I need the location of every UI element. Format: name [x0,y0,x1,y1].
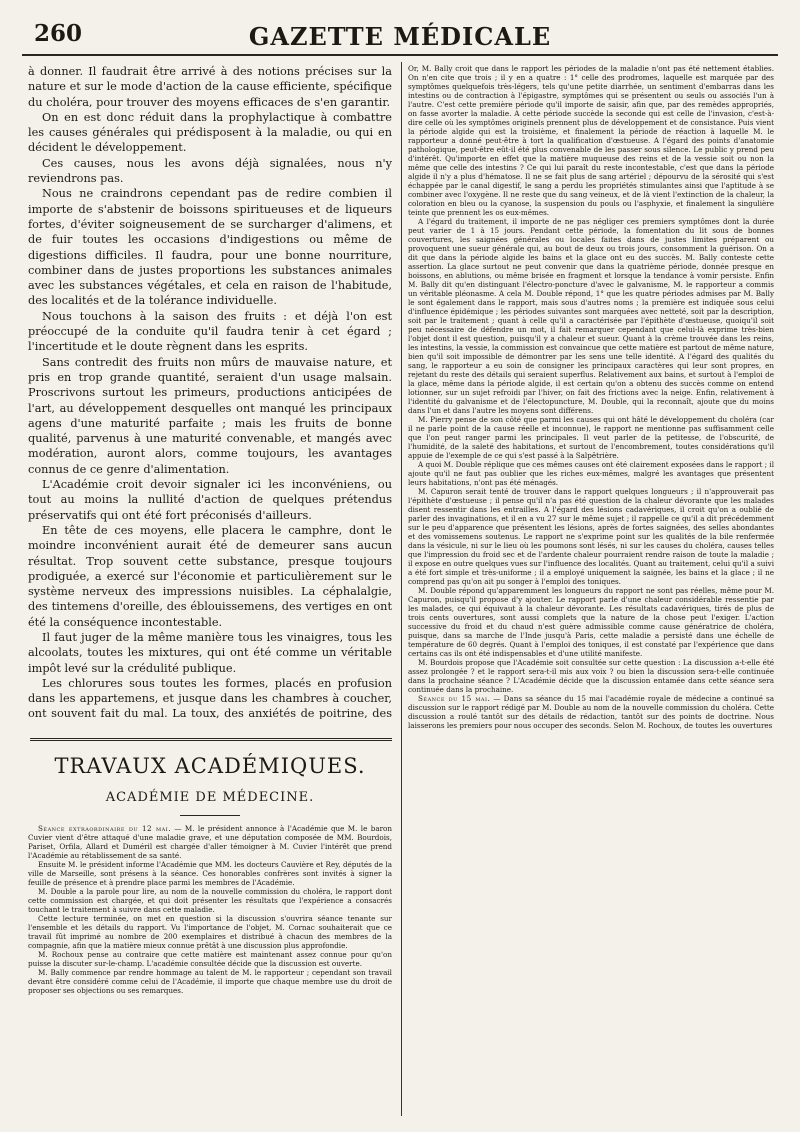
subtitle-rule [180,815,240,816]
paragraph: On en est donc réduit dans la prophylactique à combattre les causes générales qui prédisposent à la maladie, ou qui en décident le développement. [28,110,392,155]
paragraph: à donner. Il faudrait être arrivé à des notions précises sur la nature et sur le mode d'action de la cause efficiente, spécifique du choléra, pour trouver des moyens efficaces de s'en garantir. [28,65,392,109]
paragraph [408,694,774,730]
paragraph: Il faut juger de la même manière tous les vinaigres, tous les alcoolats, toutes les mixtures, qui ont été comme un véritable impôt levé sur la crédulité publique. [28,630,392,675]
paragraph: M. Double répond qu'apparemment les longueurs du rapport ne sont pas réelles, même pour M. Capuron, puisqu'il propose d'y ajouter. Le rapport parle d'une chaleur considérable ressentie par les malades, ce qui équivaut à la chaleur dévorante. Les résultats cadavériques, tirés de plus de trois cents ouvertures, sont aussi complets que la nature de la chose peut l'exiger. L'action successive du froid et du chaud n'est guère admissible comme cause génératrice de choléra, puisque, dans sa marche de l'Inde jusqu'à Paris, cette maladie a persisté dans une échelle de température de 60 degrés. Quant à l'emploi des toniques, il est constaté par l'expérience que dans certains cas ils ont été indispensables et d'une utilité manifeste. [408,586,774,658]
paragraph: Ces causes, nous les avons déjà signalées, nous n'y reviendrons pas. [28,156,392,186]
right-column-text [408,64,774,1122]
header-rule [22,54,778,56]
paragraph [28,824,392,860]
paragraph: M. Bourdois propose que l'Académie soit consultée sur cette question : La discussion a-t-elle été assez prolongée ? et le rapport sera-t-il mis aux voix ? ou bien la discussion sera-t-elle continuée dans la prochaine séance ? L'Académie décide que la discussion entamée dans cette séance sera continuée dans la prochaine. [408,658,774,694]
paragraph-text: — M. le président annonce à l'Académie que M. le baron Cuvier vient d'être attaqué d'une maladie grave, et une députation composée de MM. Bourdois, Pariset, Orfila, Allard et Duméril est chargée d'aller témoigner à M. Cuvier l'intérêt que prend l'Académie au rétablissement de sa santé. [28,824,392,860]
paragraph: M. Pierry pense de son côté que parmi les causes qui ont hâté le développement du choléra (car il ne parle point de la cause réelle et inconnue), le rapport ne mentionne pas suffisamment celle que l'on peut ranger parmi les principales. Il veut parler de la petitesse, de l'obscurité, de l'humidité, de la saleté des habitations, et surtout de l'encombrement, toutes considérations qu'il appuie de l'exemple de ce qui s'est passé à la Salpêtrière. [408,415,774,460]
paragraph: Nous touchons à la saison des fruits : et déjà l'on est préoccupé de la conduite qu'il faudra tenir à cet égard ; l'incertitude et le doute règnent dans les esprits. [28,309,392,354]
paragraph: M. Capuron serait tenté de trouver dans le rapport quelques longueurs ; il n'approuverait pas l'épithète d'œstueuse ; il pense qu'il n'a pas été question de la chaleur dévorante que les malades disent ressentir dans les entrailles. A l'égard des lésions cadavériques, il croit qu'on a oublié de parler des invaginations, et il en a vu 27 sur le même sujet ; il rappelle ce qu'il a dit précédemment sur le peu d'apparence que présentent les lésions, après de fortes saignées, des selles abondantes et des vomissemens soutenus. Le rapport ne s'exprime point sur les qualités de la bile renfermée dans la vésicule, ni sur le lieu où les poumons sont lésés, ni sur les causes du choléra, causes telles que l'impression du froid sec et de l'ardente chaleur pourraient rendre raison de toute la maladie ; il expose en outre quelques vues sur l'influence des localités. Quant au traitement, celui qu'il a suivi a été fort simple et très-uniforme ; il a employé uniquement la saignée, les bains et la glace ; il ne comprend pas qu'on ait pu songer à l'emploi des toniques. [408,487,774,586]
page-header [22,14,778,54]
paragraph: Nous ne craindrons cependant pas de redire combien il importe de s'abstenir de boissons spiritueuses et de liqueurs fortes, d'éviter soigneusement de se surcharger d'alimens, et de fuir toutes les occasions d'indigestions ou même de digestions difficiles. Il faudra, pour une bonne nourriture, combiner dans de justes proportions les substances animales avec les substances végétales, et cela en raison de l'habitude, des localités et de la tolérance individuelle. [28,187,392,308]
paragraph: Or, M. Bally croit que dans le rapport les périodes de la maladie n'ont pas été nettement établies. On n'en cite que trois ; il y en a quatre : 1° celle des prodromes, laquelle est marquée par des symptômes quelquefois très-légers, tels qu'une petite diarrhée, un sentiment d'embarras dans les intestins ou de contraction à l'épigastre, symptômes qui se présentent ou seuls ou associés l'un à l'autre. C'est cette première période qu'il importe de saisir, afin que, par des remèdes appropriés, on fasse avorter la maladie. A cette période succède la seconde qui est celle de l'invasion, c'est-à-dire celle où les symptômes originels prennent plus de développement et de consistance. Puis vient la période algide qui est la troisième, et finalement la période de réaction à laquelle M. le rapporteur a donné peut-être à tort la qualification d'œstueuse. A l'égard des points d'anatomie pathologique, peut-être eût-il été plus convenable de les passer sous silence. Le public y prend peu d'intérêt. Qu'importe en effet que la matière muqueuse des reins et de la vessie soit ou non la même que celle des intestins ? Ce qui lui paraît du reste incontestable, c'est que dans la période algide il n'y a plus d'hématose. Il ne se fait plus de sang artériel ; dépourvu de la sérosité qui s'est échappée par le canal digestif, le sang a perdu les propriétés stimulantes ainsi que l'aptitude à se combiner avec l'oxygène. Il ne reste que du sang veineux, et de là vient l'extinction de la chaleur, la coloration en bleu ou la cyanose, la suspension du pouls ou l'asphyxie, et finalement la singulière teinte que prennent les os eux-mêmes. [408,64,774,217]
session-lead: Séance du 15 mai. [418,694,491,703]
section-subtitle: ACADÉMIE DE MÉDECINE. [105,790,315,805]
session-lead: Séance extraordinaire du 12 mai. [38,824,171,833]
section-separator [30,738,392,741]
page-number: 260 [34,20,83,47]
academie-section [28,752,392,1122]
paragraph: M. Bally commence par rendre hommage au talent de M. le rapporteur ; cependant son travail devant être considéré comme celui de l'Académie, il importe que chaque membre use du droit de proposer ses objections ou ses remarques. [28,968,392,995]
section-title: TRAVAUX ACADÉMIQUES. [54,754,366,778]
left-column-text [28,64,392,719]
paragraph: L'Académie croit devoir signaler ici les inconvéniens, ou tout au moins la nullité d'action de quelques prétendus préservatifs qui ont été fort préconisés d'ailleurs. [28,478,392,522]
paragraph: M. Rochoux pense au contraire que cette matière est maintenant assez connue pour qu'on puisse la discuter sur-le-champ. L'académie consultée décide que la discussion est ouverte. [28,950,392,968]
paragraph-text: — Dans sa séance du 15 mai l'académie royale de médecine a continué sa discussion sur le rapport rédigé par M. Double au nom de la nouvelle commission du choléra. Cette discussion a roulé tantôt sur des détails de rédaction, tantôt sur des points de doctrine. Nous laisserons les premiers pour nous occuper des seconds. Selon M. Rochoux, de toutes les ouvertures [408,694,774,730]
paragraph: A quoi M. Double réplique que ces mêmes causes ont été clairement exposées dans le rapport ; il ajoute qu'il ne faut pas oublier que les riches eux-mêmes, malgré les avantages que présentent leurs habitations, n'ont pas été ménagés. [408,460,774,487]
column-divider [401,62,402,1116]
journal-title: GAZETTE MÉDICALE [248,22,552,51]
paragraph: Ensuite M. le président informe l'Académie que MM. les docteurs Cauvière et Rey, députés de la ville de Marseille, sont présens à la séance. Ces honorables confrères sont invités à signer la feuille de présence et à prendre place parmi les membres de l'Académie. [28,860,392,887]
paragraph: Les chlorures sous toutes les formes, placés en profusion dans les appartemens, et jusque dans les chambres à coucher, ont souvent fait du mal. La toux, des anxiétés de poitrine, des [28,676,392,719]
paragraph: M. Double a la parole pour lire, au nom de la nouvelle commission du choléra, le rapport dont cette commission est chargée, et qui doit présenter les résultats que l'expérience a consacrés touchant le traitement à suivre dans cette maladie. [28,887,392,914]
paragraph: Sans contredit des fruits non mûrs de mauvaise nature, et pris en trop grande quantité, seraient d'un usage malsain. Proscrivons surtout les primeurs, productions anticipées de l'art, au développement desquelles ont manqué les principaux agens d'une maturité parfaite ; mais les fruits de bonne qualité, parvenus à une maturité convenable, et mangés avec modération, auront alors, comme toujours, les avantages connus de ce genre d'alimentation. [28,355,392,476]
paragraph: A l'égard du traitement, il importe de ne pas négliger ces premiers symptômes dont la durée peut varier de 1 à 15 jours. Pendant cette période, la fomentation du lit sous de bonnes couvertures, les saignées générales ou locales faites dans de justes limites préparent ou provoquent une sueur générale qui, au bout de deux ou trois jours, consomment la guérison. On a dit que dans la période algide les bains et la glace ont eu des succès. M. Bally conteste cette assertion. La glace surtout ne peut convenir que dans la quatrième période, donnée presque en boissons, en ablutions, ou même brisée en fragment et lorsque la tendance à vomir persiste. Enfin M. Bally dit qu'en distinguant l'électro-poncture d'avec le galvanisme, M. le rapporteur a commis un véritable pléonasme. A cela M. Double répond, 1° que les quatre périodes admises par M. Bally le sont également dans le rapport, mais sous d'autres noms ; la première est indiquée sous celui d'influence épidémique ; les périodes suivantes sont marquées avec netteté, soit par la description, soit par le traitement ; quant à celle qu'il a caractérisée par l'épithète d'œstueuse, quoiqu'il soit peu nécessaire de défendre un mot, il fait remarquer cependant que celui-là exprime très-bien l'objet dont il est question, puisqu'il y a chaleur et sueur. Quant à la crème trouvée dans les reins, les intestins, la vessie, la commission est convaincue que cette matière est partout de même nature, bien qu'il soit impossible de démontrer par les sens une telle identité. A l'égard des qualités du sang, le rapporteur a eu soin de consigner les principaux caractères qui leur sont propres, en rejetant du reste des détails qui seraient superflus. Relativement aux bains, et surtout à l'emploi de la glace, même dans la période algide, il est certain qu'on a obtenu des succès comme on entend lotionner, sur un sujet refroidi par l'hiver, on fait des frictions avec la neige. Enfin, relativement à l'identité du galvanisme et de l'électopuncture, M. Double, qui la reconnaît, ajoute que du moins dans l'un et dans l'autre les moyens sont différens. [408,217,774,415]
paragraph: En tête de ces moyens, elle placera le camphre, dont le moindre inconvénient aurait été de demeurer sans aucun résultat. Trop souvent cette substance, presque toujours prodiguée, a exercé sur l'économie et particulièrement sur le système nerveux des impressions nuisibles. La céphalalgie, des tintemens d'oreille, des éblouissemens, des vertiges en ont été la conséquence incontestable. [28,523,392,629]
paragraph: Cette lecture terminée, on met en question si la discussion s'ouvrira séance tenante sur l'ensemble et les détails du rapport. Vu l'importance de l'objet, M. Cornac souhaiterait que ce travail fût imprimé au nombre de 200 exemplaires et distribué à chacun des membres de la compagnie, afin que la matière mieux connue prêtât à une discussion plus approfondie. [28,914,392,950]
